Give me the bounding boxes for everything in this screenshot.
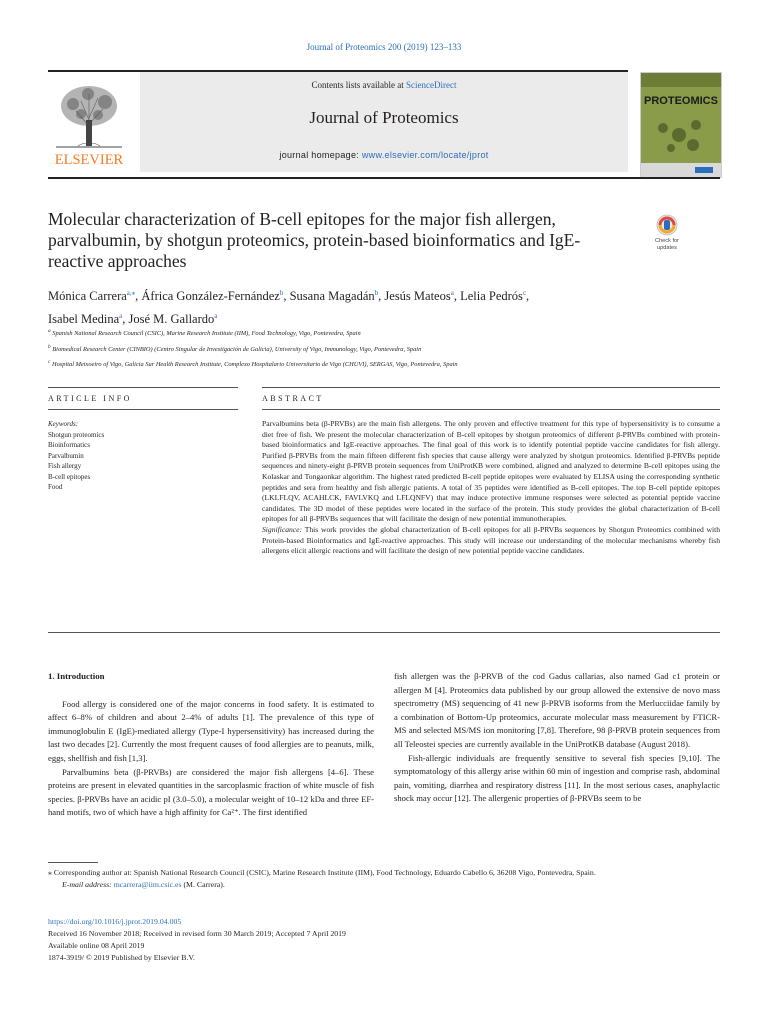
body-paragraph: Food allergy is considered one of the major concerns in food safety. It is estimated to affect 6–8% of children and about 2–4% of adults [1]. The prevalence of this type of immunoglobulin E (IgE)-mediated allergy (Type-I hypersensitivity) has increased during the last two decades [2]. Currently the most frequent causes of food allergies are to peanuts, milk, eggs, shellfish and fish [1,3]. xyxy=(48,698,374,763)
keywords-block xyxy=(48,419,238,493)
email-line xyxy=(48,879,720,891)
elsevier-tree-icon xyxy=(48,76,130,168)
email-label: E-mail address: xyxy=(62,880,112,889)
keyword: Bioinformatics xyxy=(48,441,90,449)
publisher-wordmark: ELSEVIER xyxy=(54,152,124,168)
article-info-rule xyxy=(48,387,238,388)
keyword: Fish allergy xyxy=(48,462,82,470)
abstract-body xyxy=(262,419,720,557)
abstract-heading: ABSTRACT xyxy=(262,394,324,403)
journal-name: Journal of Proteomics xyxy=(309,108,459,127)
abstract-subrule xyxy=(262,409,720,410)
author-list: Mónica Carrera$^{a,⁎}$, África González-Fernández$^b$, Susana Magadán$^b$, Jesús Mateos$^a$, Lelia Pedrós$^c$, Isabel Medina$^a$, José M. Gallardo$^a$ xyxy=(48,289,530,327)
author-name[interactable]: Susana Magadán xyxy=(289,289,375,304)
check-for-updates-icon xyxy=(646,212,688,254)
journal-homepage xyxy=(140,150,628,160)
publication-info xyxy=(48,916,720,964)
cover-title: PROTEOMICS xyxy=(644,95,718,107)
body-paragraph: Parvalbumins beta (β-PRVBs) are considered the major fish allergens [4–6]. These proteins are present in elevated quantities in the sarcoplasmic fraction of white muscle of fish species. β-PRVBs have an acidic pI (3.0–5.0), a molecular weight of 10–12 kDa and three EF-hand motifs, two of which have a high affinity for Ca²⁺. The first identified xyxy=(48,766,374,818)
affiliation: $^c$ Hospital Meixoeiro of Vigo, Galicia Sur Health Research Institute, Complexo Hospitalario Universitario de Vigo (CHUVI), SERGAS, Vigo, Pontevedra, Spain xyxy=(48,359,458,369)
abstract-text: Parvalbumins beta (β-PRVBs) are the main fish allergens. The only proven and effective treatment for this type of hypersensitivity is to consume a diet free of fish. We present the molecular characterization of B-cell epitopes by shotgun proteomics of different β-PRVBs combined with protein-based bioinformatics and IgE-reactive approaches. The final goal of this work is to identify potential peptide vaccine candidates for fish allergy. Purified β-PRVBs from the main fifteen different fish species that cause allergy were analyzed by shotgun proteomics. Identified β-PRVBs peptide sequences and ninety-eight β-PRVB protein sequences from UniProtKB were combined, aligned and analyzed to determine B-cell epitopes using the Kolaskar and Tongaonkar algorithm. The highest rated predicted B-cell peptide epitopes were evaluated by ELISA using the corresponding synthetic peptides and sera from healthy and fish allergic patients. A total of 35 peptides were identified as B-cell epitopes. The top B-cell peptide epitopes (LKLFLQV, ACAHLCK, FAVLVKQ and LFLQNFV) that may induce protective immune responses were selected as potential peptide vaccine candidates. The 3D model of these peptides were located in the surface of the protein. This study provides the global characterization of B-cell epitopes for all β-PRVBs sequences that will facilitate the design of new potential immunotherapies. xyxy=(262,419,720,524)
author-name[interactable]: Mónica Carrera xyxy=(48,289,127,304)
copyright: 1874-3919/ © 2019 Published by Elsevier B.V. xyxy=(48,953,195,962)
contents-line xyxy=(140,80,628,90)
author-name[interactable]: Lelia Pedrós xyxy=(460,289,523,304)
homepage-link[interactable]: www.elsevier.com/locate/jprot xyxy=(361,150,489,160)
abstract-rule xyxy=(262,387,720,388)
author-name[interactable]: Jesús Mateos xyxy=(384,289,451,304)
author-name[interactable]: Isabel Medina xyxy=(48,312,120,327)
keyword: Parvalbumin xyxy=(48,451,84,460)
check-for-updates-badge[interactable] xyxy=(646,212,688,254)
abstract-end-rule xyxy=(48,632,720,633)
article-info-subrule xyxy=(48,409,238,410)
footnote-rule xyxy=(48,862,98,863)
author-affil[interactable]: a,⁎ xyxy=(126,289,136,297)
keyword: Shotgun proteomics xyxy=(48,430,105,439)
cover-art-icon xyxy=(641,73,721,177)
section-heading: 1. Introduction xyxy=(48,671,105,681)
author-affil[interactable]: a xyxy=(450,289,454,297)
badge-line1: Check for xyxy=(655,238,679,244)
sciencedirect-link[interactable]: ScienceDirect xyxy=(406,80,457,90)
author-name[interactable]: África González-Fernández xyxy=(141,289,280,304)
email-link[interactable]: mcarrera@iim.csic.es xyxy=(113,880,182,889)
footnote xyxy=(48,867,720,891)
article-title: Molecular characterization of B-cell epitopes for the major fish allergen, parvalbumin, by shotgun proteomics, protein-based bioinformatics and IgE-reactive approaches xyxy=(48,209,581,271)
article-info-heading: ARTICLE INFO xyxy=(48,394,132,403)
body-paragraph: Fish-allergic individuals are frequently sensitive to several fish species [9,10]. The symptomatology of this allergy arise within 60 min of ingestion and comprise rash, abdominal pain, vomiting, diarrhea and respiratory distress [11]. In the most serious cases, anaphylactic shock may occur [12]. The allergenic properties of β-PRVBs seem to be xyxy=(394,752,720,804)
significance-text: This work provides the global characterization of B-cell epitopes for all β-PRVBs sequences by Shotgun Proteomics combined with Protein-based Bioinformatics and IgE-reactive approaches. This study will increase our understanding of the molecular mechanisms whereby fish allergens elicit allergic reactions and will facilitate the design of new potential peptide vaccine candidates. xyxy=(262,524,720,556)
affiliation: $^a$ Spanish National Research Council (CSIC), Marine Research Institute (IIM), Food Technology, Vigo, Pontevedra, Spain xyxy=(48,328,361,338)
keyword: Food xyxy=(48,483,63,491)
affiliation: $^b$ Biomedical Research Center (CINBIO) (Centro Singular de Investigación de Galicia), University of Vigo, Immunology, Vigo, Pontevedra, Spain xyxy=(48,343,422,353)
significance-label: Significance: xyxy=(262,524,303,534)
left-column xyxy=(48,670,374,820)
header-bottom-rule xyxy=(48,177,720,179)
elsevier-logo xyxy=(48,76,130,168)
available-online: Available online 08 April 2019 xyxy=(48,941,145,950)
author-affil[interactable]: b xyxy=(279,289,284,297)
right-column xyxy=(394,670,720,806)
homepage-prefix: journal homepage: xyxy=(279,150,360,160)
body-paragraph: fish allergen was the β-PRVB of the cod Gadus callarias, also named Gad c1 protein or allergen M [4]. Proteomics data published by our group allowed the extensive de novo mass spectrometry (MS) sequencing of 41 new β-PRVB isoforms from the Merlucciidae family by a combination of Bottom-Up proteomics, accurate molecular mass measurement by FTICR-MS and selected MS/MS ion monitoring [7,8]. Therefore, 98 β-PRVB protein sequences from all Teleostei species are currently available in the UniProtKB database (August 2018). xyxy=(394,671,720,749)
author-affil[interactable]: c xyxy=(522,289,527,297)
journal-citation[interactable]: Journal of Proteomics 200 (2019) 123–133 xyxy=(306,42,462,52)
author-name[interactable]: José M. Gallardo xyxy=(128,312,215,327)
author-affil[interactable]: b xyxy=(374,289,379,297)
journal-cover[interactable] xyxy=(640,72,722,178)
affiliations xyxy=(48,325,728,372)
corresponding-author-note: ⁎ Corresponding author at: Spanish National Research Council (CSIC), Marine Research Institute (IIM), Food Technology, Eduardo Cabello 6, 36208 Vigo, Pontevedra, Spain. xyxy=(48,868,596,877)
email-suffix: (M. Carrera). xyxy=(183,880,225,889)
significance-paragraph xyxy=(262,525,720,557)
doi-link[interactable]: https://doi.org/10.1016/j.jprot.2019.04.005 xyxy=(48,917,182,926)
received-dates: Received 16 November 2018; Received in revised form 30 March 2019; Accepted 7 April 2019 xyxy=(48,929,346,938)
keywords-label: Keywords: xyxy=(48,420,79,428)
author-affil[interactable]: a xyxy=(214,312,218,321)
badge-line2: updates xyxy=(657,245,677,251)
contents-prefix: Contents lists available at xyxy=(311,80,404,90)
keyword: B-cell epitopes xyxy=(48,472,91,481)
author-affil[interactable]: a xyxy=(119,312,123,321)
